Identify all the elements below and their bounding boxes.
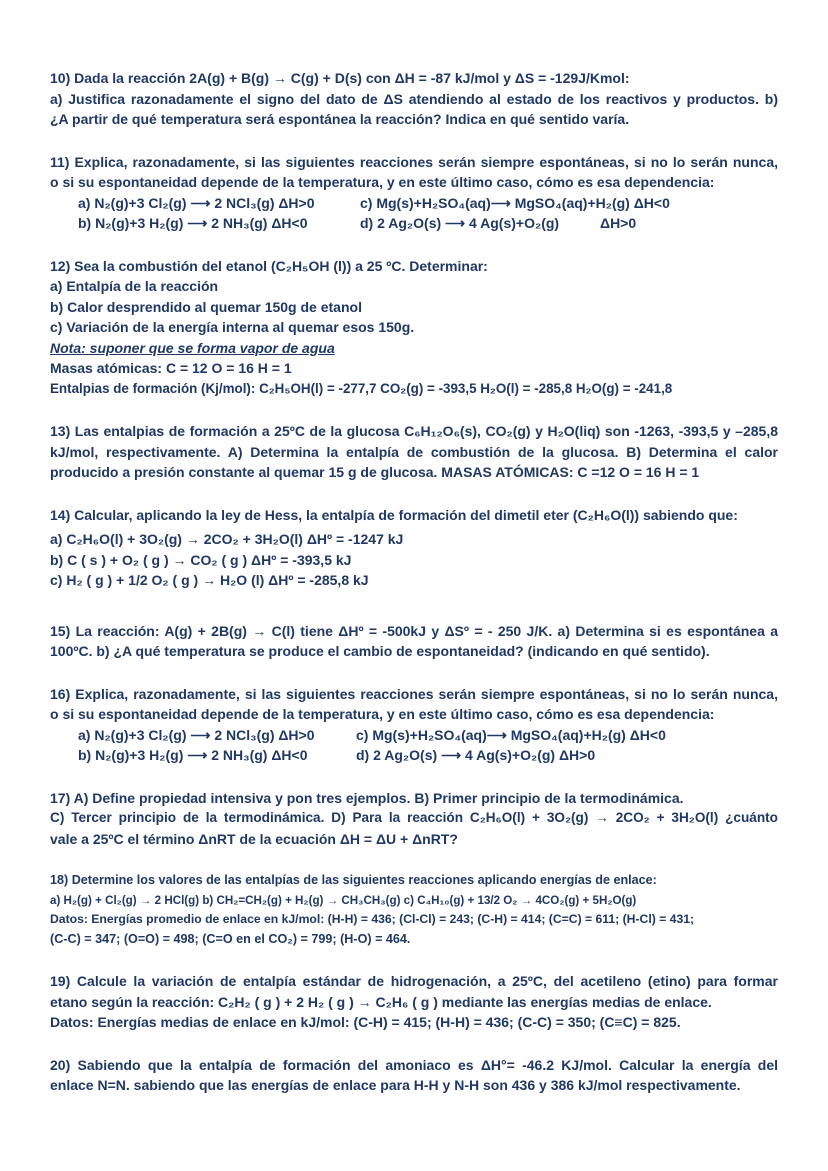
problem-11-reaction-d: d) 2 Ag₂O(s) ⟶ 4 Ag(s)+O₂(g) xyxy=(360,215,560,231)
problem-11-reaction-c: c) Mg(s)+H₂SO₄(aq)⟶ MgSO₄(aq)+H₂(g) ΔH<0 xyxy=(360,194,670,211)
problem-10 xyxy=(50,68,778,130)
problem-14-reaction-b: b) C ( s ) + O₂ ( g ) → CO₂ ( g ) ΔHº = -393,5 kJ xyxy=(50,551,352,568)
problem-12-line-1: 12) Sea la combustión del etanol (C₂H₅OH (l)) a 25 ºC. Determinar: xyxy=(50,257,488,274)
problem-14-reaction-a: a) C₂H₆O(l) + 3O₂(g) → 2CO₂ + 3H₂O(l) ΔHº = -1247 kJ xyxy=(50,531,404,547)
problem-10-line-2: ¿A partir de qué temperatura será espontánea la reacción? Indica en qué sentido varía. xyxy=(50,111,630,127)
problem-10-title: 10) Dada la reacción 2A(g) + B(g) → C(g) + D(s) con ΔH = -87 kJ/mol y ΔS = -129J/Kmol: xyxy=(50,70,630,86)
problem-16-reaction-d: d) 2 Ag₂O(s) ⟶ 4 Ag(s)+O₂(g) ΔH>0 xyxy=(356,747,596,763)
problem-13-line-2: kJ/mol, respectivamente. A) Determina la entalpía de combustión de la glucosa. B) Determina el calor xyxy=(50,443,778,460)
problem-19 xyxy=(50,971,778,1033)
problem-11-reaction-a: a) N₂(g)+3 Cl₂(g) ⟶ 2 NCl₃(g) ΔH>0 xyxy=(78,194,315,211)
problem-19-line-3: Datos: Energías medias de enlace en kJ/mol: (C-H) = 415; (H-H) = 436; (C-C) = 350; (C≡C) = 825. xyxy=(50,1014,681,1030)
problem-10-line-1: a) Justifica razonadamente el signo del dato de ΔS atendiendo al estado de los reactivos y productos. b) xyxy=(50,90,778,107)
problem-20 xyxy=(50,1055,778,1096)
problem-15 xyxy=(50,621,778,662)
problem-12-formation-enthalpies: Entalpias de formación (Kj/mol): C₂H₅OH(l) = -277,7 CO₂(g) = -393,5 H₂O(l) = -285,8 H₂O(g) = -241,8 xyxy=(50,380,673,396)
problem-18 xyxy=(50,871,778,949)
problem-11-reaction-d-enthalpy: ΔH>0 xyxy=(600,215,637,231)
problem-12-atomic-masses: Masas atómicas: C = 12 O = 16 H = 1 xyxy=(50,360,292,376)
problem-17 xyxy=(50,788,778,850)
problem-17-line-1: 17) A) Define propiedad intensiva y pon tres ejemplos. B) Primer principio de la termodinámica. xyxy=(50,789,684,806)
problem-16-line-1: 16) Explica, razonadamente, si las siguientes reacciones serán siempre espontáneas, si no lo serán nunca, xyxy=(50,685,778,702)
problem-16-reaction-a: a) N₂(g)+3 Cl₂(g) ⟶ 2 NCl₃(g) ΔH>0 xyxy=(78,726,315,743)
problem-16-reactions-row-1 xyxy=(50,725,778,746)
problem-15-line-1: 15) La reacción: A(g) + 2B(g) → C(l) tiene ΔHº = -500kJ y ΔSº = - 250 J/K. a) Determina si es espontánea a xyxy=(50,622,778,639)
problem-14-line-1: 14) Calcular, aplicando la ley de Hess, la entalpía de formación del dimetil eter (C₂H₆O(l)) sabiendo que: xyxy=(50,506,738,523)
problem-18-reactions: a) H₂(g) + Cl₂(g) → 2 HCl(g) b) CH₂=CH₂(g) + H₂(g) → CH₃CH₃(g) c) C₄H₁₀(g) + 13/2 O₂ → 4CO₂(g) + 5H₂O(g) xyxy=(50,893,637,907)
problem-11-line-2: o si su espontaneidad depende de la temperatura, y en este último caso, cómo es esa dependencia: xyxy=(50,174,715,190)
problem-16 xyxy=(50,684,778,766)
problem-13-line-3: producido a presión constante al quemar 15 g de glucosa. MASAS ATÓMICAS: C =12 O = 16 H = 1 xyxy=(50,464,700,480)
problem-20-line-2: enlace N=N. sabiendo que las energías de enlace para H-H y N-H son 436 y 386 kJ/mol respectivamente. xyxy=(50,1077,741,1093)
problem-16-reactions-row-2 xyxy=(50,745,778,766)
problem-11-reactions-row-1 xyxy=(50,193,778,214)
problem-12-line-3: b) Calor desprendido al quemar 150g de etanol xyxy=(50,298,362,315)
problem-15-line-2: 100ºC. b) ¿A qué temperatura se produce el cambio de espontaneidad? (indicando en qué sentido). xyxy=(50,643,710,659)
problem-11 xyxy=(50,152,778,234)
problem-18-line-1: 18) Determine los valores de las entalpías de las siguientes reacciones aplicando energías de enlace: xyxy=(50,873,657,887)
problem-12-line-2: a) Entalpía de la reacción xyxy=(50,278,219,294)
problem-12-line-4: c) Variación de la energía interna al quemar esos 150g. xyxy=(50,319,415,335)
problem-13 xyxy=(50,421,778,483)
problem-14 xyxy=(50,505,778,591)
problem-18-data-line-2: (C-C) = 347; (O=O) = 498; (C=O en el CO₂) = 799; (H-O) = 464. xyxy=(50,931,411,946)
problem-20-line-1: 20) Sabiendo que la entalpía de formación del amoniaco es ΔH°= -46.2 KJ/mol. Calcular la energía del xyxy=(50,1056,778,1073)
problem-12 xyxy=(50,256,778,400)
problem-16-reaction-c: c) Mg(s)+H₂SO₄(aq)⟶ MgSO₄(aq)+H₂(g) ΔH<0 xyxy=(356,726,666,743)
problem-13-line-1: 13) Las entalpias de formación a 25ºC de la glucosa C₆H₁₂O₆(s), CO₂(g) y H₂O(liq) son -1263, -393,5 y –285,8 xyxy=(50,423,778,439)
problem-16-reaction-b: b) N₂(g)+3 H₂(g) ⟶ 2 NH₃(g) ΔH<0 xyxy=(78,747,308,763)
problem-18-data-line-1: Datos: Energías promedio de enlace en kJ/mol: (H-H) = 436; (Cl-Cl) = 243; (C-H) = 414; (C=C) = 611; (H-Cl) = 431; xyxy=(50,912,695,926)
problem-12-note: Nota: suponer que se forma vapor de agua xyxy=(50,339,335,356)
problem-11-reaction-b: b) N₂(g)+3 H₂(g) ⟶ 2 NH₃(g) ΔH<0 xyxy=(78,215,308,231)
problem-19-line-2: etano según la reacción: C₂H₂ ( g ) + 2 H₂ ( g ) → C₂H₆ ( g ) mediante las energías medias de enlace. xyxy=(50,993,712,1010)
problem-11-reactions-row-2 xyxy=(50,213,778,234)
problem-14-reaction-c: c) H₂ ( g ) + 1/2 O₂ ( g ) → H₂O (l) ΔHº = -285,8 kJ xyxy=(50,572,369,588)
problem-11-line-1: 11) Explica, razonadamente, si las siguientes reacciones serán siempre espontáneas, si no lo serán nunca, xyxy=(50,153,778,170)
problem-17-line-3: vale a 25ºC el término ΔnRT de la ecuación ΔH = ΔU + ΔnRT? xyxy=(50,830,458,847)
problem-16-line-2: o si su espontaneidad depende de la temperatura, y en este último caso, cómo es esa dependencia: xyxy=(50,706,715,722)
problem-19-line-1: 19) Calcule la variación de entalpía estándar de hidrogenación, a 25ºC, del acetileno (etino) para formar xyxy=(50,973,778,989)
problem-17-line-2: C) Tercer principio de la termodinámica. D) Para la reacción C₂H₆O(l) + 3O₂(g) → 2CO₂ + 3H₂O(l) ¿cuánto xyxy=(50,810,778,825)
document-body xyxy=(50,68,778,1096)
